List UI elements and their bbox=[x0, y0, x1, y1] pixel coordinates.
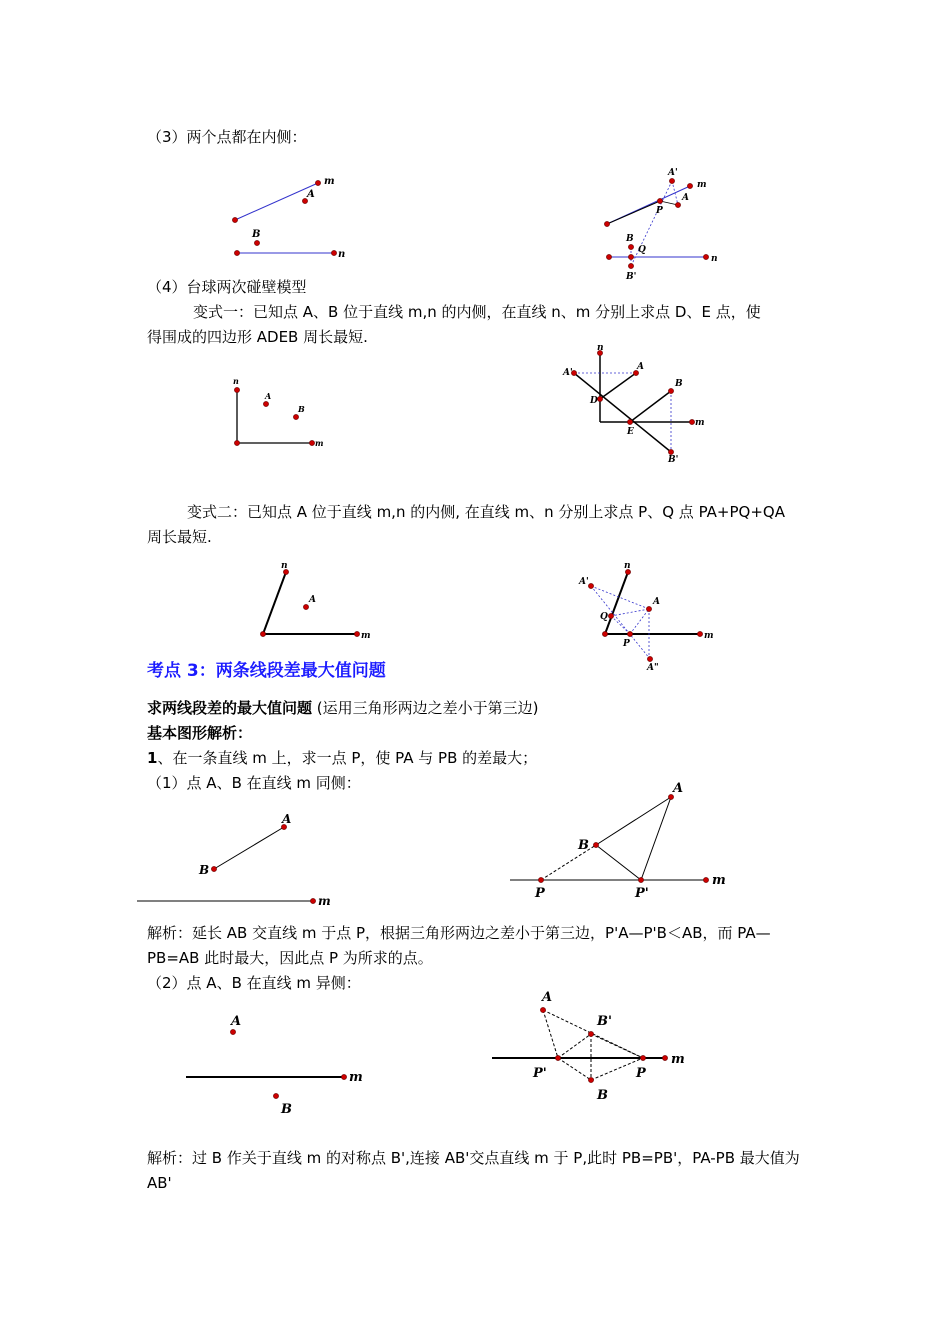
label-b-prime: B' bbox=[626, 272, 637, 282]
variant1-line2: 得围成的四边形 ADEB 周长最短. bbox=[147, 328, 368, 346]
label-a: A bbox=[682, 193, 689, 203]
label-p: P bbox=[636, 1066, 646, 1081]
analysis-1-line2: PB=AB 此时最大，因此点 P 为所求的点。 bbox=[147, 949, 433, 967]
label-a: A bbox=[653, 597, 660, 607]
label-a: A bbox=[637, 362, 644, 372]
figure-case2-left bbox=[186, 1014, 363, 1117]
label-n: n bbox=[233, 376, 239, 386]
label-a-prime: A' bbox=[668, 168, 678, 178]
label-p-prime: P' bbox=[533, 1066, 547, 1081]
label-a-double-prime: A" bbox=[647, 663, 659, 673]
figure-case1-right bbox=[510, 781, 726, 901]
label-b: B bbox=[578, 838, 589, 853]
label-b: B bbox=[298, 404, 305, 414]
label-a-prime: A' bbox=[579, 577, 589, 587]
label-a: A bbox=[231, 1014, 242, 1029]
figure-inside-right bbox=[604, 168, 717, 282]
question-1-number: 1 bbox=[147, 749, 158, 767]
section-4-title: （4）台球两次碰壁模型 bbox=[147, 278, 307, 296]
variant2-line1: 变式二：已知点 A 位于直线 m,n 的内侧, 在直线 m、n 分别上求点 P、Q 点 PA+PQ+QA bbox=[187, 503, 785, 521]
section-3-title: （3）两个点都在内侧： bbox=[147, 128, 307, 146]
label-a: A bbox=[542, 990, 553, 1005]
label-q: Q bbox=[600, 612, 608, 622]
label-m: m bbox=[318, 894, 331, 908]
case-1-title: （1）点 A、B 在直线 m 同侧： bbox=[147, 774, 361, 792]
label-n: n bbox=[624, 561, 631, 571]
label-p: P bbox=[623, 639, 630, 649]
label-m: m bbox=[704, 631, 714, 641]
label-m: m bbox=[697, 180, 707, 190]
label-n: n bbox=[281, 561, 288, 571]
label-b-prime: B' bbox=[668, 455, 679, 465]
label-q: Q bbox=[638, 245, 646, 255]
variant1-line1: 变式一：已知点 A、B 位于直线 m,n 的内侧，在直线 n、m 分别上求点 D、E 点，使 bbox=[193, 303, 761, 321]
label-a: A bbox=[309, 595, 316, 605]
label-b: B bbox=[199, 863, 210, 877]
label-a-prime: A' bbox=[563, 368, 573, 378]
analysis-2-line1: 解析：过 B 作关于直线 m 的对称点 B',连接 AB'交点直线 m 于 P,此时 PB=PB'，PA-PB 最大值为 bbox=[147, 1149, 800, 1167]
figure-variant2-right bbox=[578, 561, 714, 673]
figure-case1-left bbox=[137, 812, 331, 908]
label-p: P bbox=[656, 206, 663, 216]
label-m: m bbox=[324, 176, 335, 187]
label-b: B bbox=[281, 1102, 292, 1117]
label-m: m bbox=[361, 631, 371, 641]
label-p: P bbox=[535, 886, 545, 901]
basic-figure-label: 基本图形解析： bbox=[147, 724, 253, 742]
kaodian-heading: 考点 3：两条线段差最大值问题 bbox=[147, 661, 386, 681]
label-a: A bbox=[673, 781, 684, 796]
figure-variant1-left bbox=[233, 376, 323, 448]
label-b: B bbox=[626, 234, 634, 244]
label-b: B bbox=[252, 229, 261, 240]
label-m: m bbox=[315, 438, 324, 448]
label-p-prime: P' bbox=[635, 886, 649, 901]
label-m: m bbox=[695, 418, 705, 428]
label-a: A bbox=[282, 812, 292, 826]
label-n: n bbox=[597, 343, 604, 353]
question-1-text: 、在一条直线 m 上，求一点 P，使 PA 与 PB 的差最大； bbox=[157, 749, 538, 767]
label-e: E bbox=[627, 427, 634, 437]
label-m: m bbox=[671, 1052, 685, 1067]
sub-title: 求两线段差的最大值问题 bbox=[147, 699, 313, 717]
figure-variant2-left bbox=[260, 561, 370, 641]
label-b: B bbox=[675, 379, 683, 389]
figure-variant1-right bbox=[562, 343, 705, 465]
analysis-1-line1: 解析：延长 AB 交直线 m 于点 P，根据三角形两边之差小于第三边，P'A—P'B＜AB，而 PA— bbox=[147, 924, 771, 942]
label-m: m bbox=[349, 1070, 363, 1085]
variant2-line2: 周长最短. bbox=[147, 528, 212, 546]
figure-case2-right bbox=[492, 990, 685, 1103]
analysis-2-line2: AB' bbox=[147, 1174, 172, 1192]
label-b-prime: B' bbox=[597, 1014, 612, 1029]
label-m: m bbox=[712, 873, 726, 888]
label-b: B bbox=[597, 1088, 608, 1103]
label-n: n bbox=[711, 254, 718, 264]
label-a: A bbox=[307, 189, 315, 200]
figure-inside-left bbox=[232, 176, 345, 260]
label-d: D bbox=[590, 396, 598, 406]
case-2-title: （2）点 A、B 在直线 m 异侧： bbox=[147, 974, 361, 992]
label-a: A bbox=[265, 391, 272, 401]
label-n: n bbox=[338, 249, 346, 260]
sub-note: (运用三角形两边之差小于第三边) bbox=[316, 699, 539, 717]
